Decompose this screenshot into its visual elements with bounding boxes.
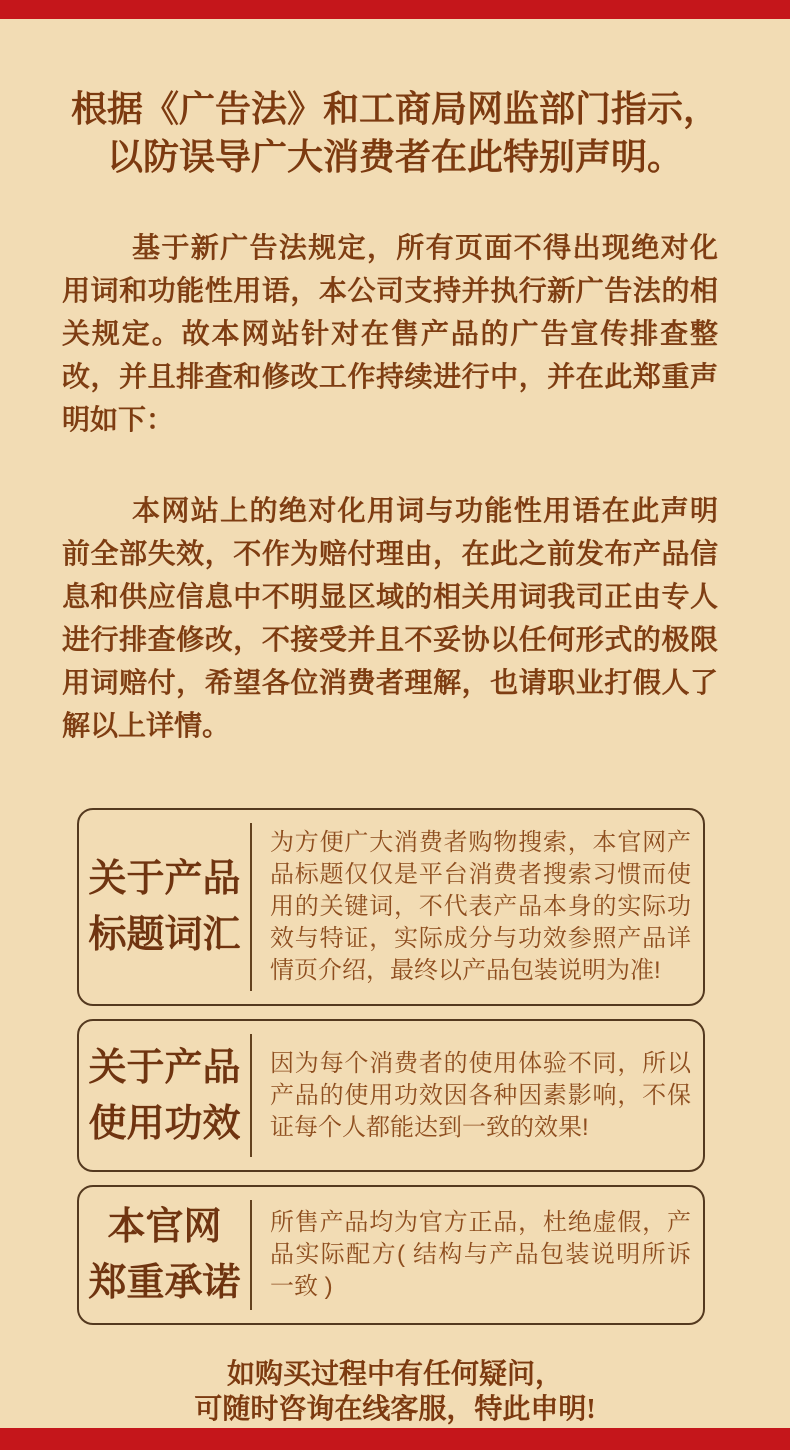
notice-text: 为方便广大消费者购物搜索，本官网产品标题仅仅是平台消费者搜索习惯而使用的关键词，不代表产品本身的实际功效与特证，实际成分与功效参照产品详情页介绍，最终以产品包装说明为准!	[270, 829, 691, 984]
page-title-line-2: 以防误导广大消费者在此特别声明。	[106, 137, 683, 177]
page-title	[0, 85, 790, 181]
declaration-paragraph-2: 本网站上的绝对化用词与功能性用语在此声明前全部失效，不作为赔付理由，在此之前发布产品信息和供应信息中不明显区域的相关用词我司正由专人进行排查修改，不接受并且不妥协以任何形式的极限用词赔付，希望各位消费者理解，也请职业打假人了解以上详情。	[62, 496, 718, 742]
notice-label	[79, 1199, 250, 1311]
notice-box-official-promise	[77, 1185, 705, 1325]
top-red-band	[0, 0, 790, 19]
notice-label-line-1: 关于产品	[88, 1046, 241, 1089]
notice-label-line-1: 本官网	[107, 1206, 222, 1248]
notice-text: 所售产品均为官方正品，杜绝虚假，产品实际配方( 结构与产品包装说明所诉一致 )	[270, 1209, 691, 1300]
notice-box-product-efficacy	[77, 1019, 705, 1172]
notice-label	[79, 851, 250, 963]
page-title-line-1: 根据《广告法》和工商局网监部门指示，	[70, 89, 719, 129]
notice-text: 因为每个消费者的使用体验不同，所以产品的使用功效因各种因素影响，不保证每个人都能达到一致的效果!	[270, 1049, 691, 1141]
notice-label	[79, 1040, 250, 1152]
notice-label-line-2: 标题词汇	[88, 914, 241, 956]
notice-label-line-2: 使用功效	[88, 1102, 241, 1145]
notice-label-line-1: 关于产品	[88, 858, 241, 900]
footer-line-1: 如购买过程中有任何疑问，	[226, 1359, 563, 1390]
notice-label-line-2: 郑重承诺	[88, 1262, 241, 1304]
declaration-paragraph-1: 基于新广告法规定，所有页面不得出现绝对化用词和功能性用语，本公司支持并执行新广告法的相关规定。故本网站针对在售产品的广告宣传排查整改，并且排查和修改工作持续进行中，并在此郑重声明如下：	[62, 233, 718, 436]
bottom-red-band	[0, 1428, 790, 1450]
notice-box-product-title-words	[77, 808, 705, 1006]
declaration-body	[0, 227, 790, 748]
footer-note	[0, 1357, 790, 1427]
notice-box-list	[77, 808, 705, 1325]
footer-line-2: 可随时咨询在线客服，特此申明!	[194, 1394, 596, 1425]
